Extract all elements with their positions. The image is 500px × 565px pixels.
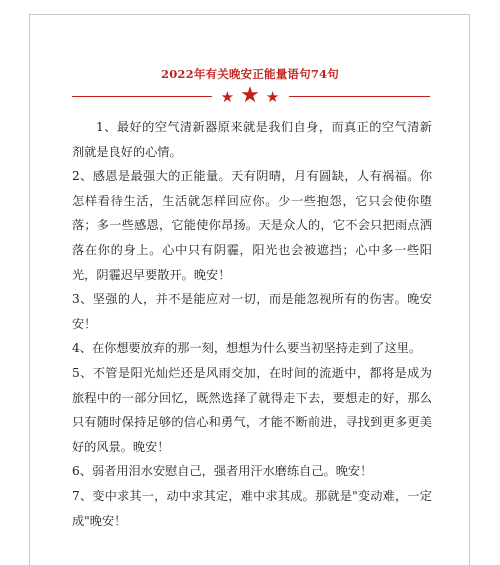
- star-icon: ★: [240, 83, 260, 108]
- paragraph-5: 5、不管是阳光灿烂还是风雨交加，在时间的流逝中，都将是成为旅程中的一部分回忆，既然选择了就得走下去，要想走的好，那么只有随时保持足够的信心和勇气，才能不断前进，寻找到更多更美好的风景。晚安！: [72, 365, 432, 454]
- star-icon: ★: [265, 88, 280, 106]
- paragraph-3: 3、坚强的人，并不是能应对一切，而是能忽视所有的伤害。晚安安！: [72, 292, 432, 331]
- paragraph-6: 6、弱者用泪水安慰自己，强者用汗水磨练自己。晚安！: [72, 464, 373, 479]
- document-body: [72, 115, 432, 533]
- paragraph-7: 7、变中求其一，动中求其定，难中求其成。那就是"变动难，一定成"晚安！: [72, 488, 432, 528]
- star-icon: ★: [220, 88, 235, 106]
- paragraph-1: 1、最好的空气清新器原来就是我们自身，而真正的空气清新剂就是良好的心情。: [72, 120, 432, 159]
- star-ornament: [0, 84, 500, 108]
- paragraph-4: 4、在你想要放弃的那一刻，想想为什么要当初坚持走到了这里。: [72, 341, 422, 356]
- document-title: 2022年有关晚安正能量语句74句: [161, 67, 339, 81]
- paragraph-2: 2、感恩是最强大的正能量。天有阴晴，月有圆缺，人有祸福。你怎样看待生活，生活就怎样回应你。少一些抱怨，它只会使你堕落；多一些感恩，它能使你昂扬。天是众人的，它不会只把雨点洒落在你的身上。心中只有阴霾，阳光也会被遮挡；心中多一些阳光，阴霾迟早要散开。晚安！: [72, 169, 432, 282]
